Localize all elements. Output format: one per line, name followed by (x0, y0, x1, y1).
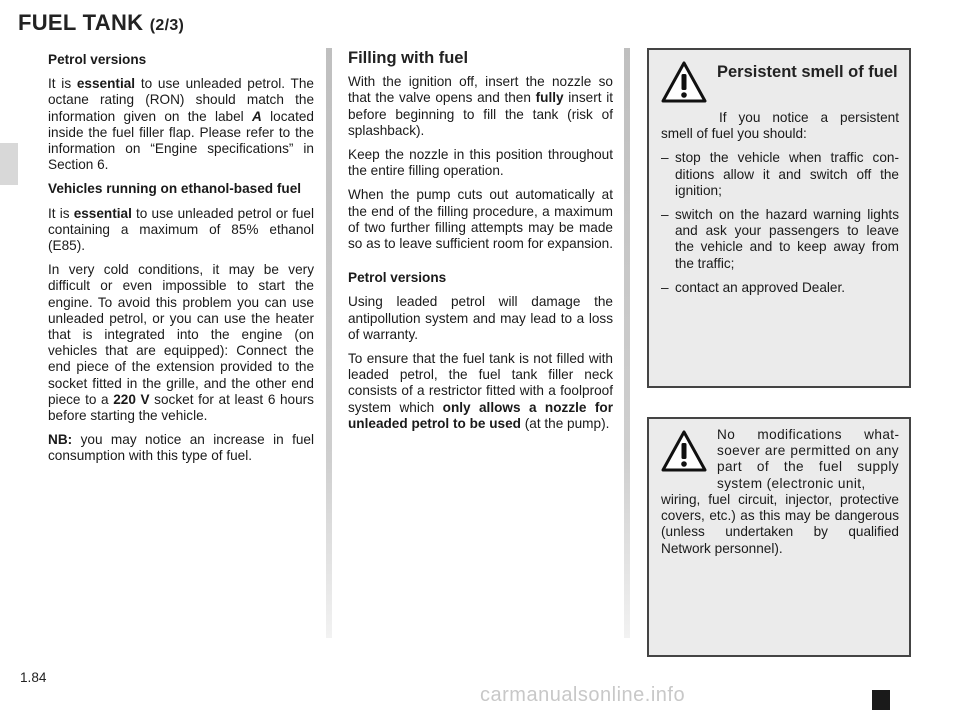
modifications-text-bottom: wiring, fuel circuit, injector, protective covers, etc.) as this may be dangerous (unless undertaken by qualified Network personnel). (661, 492, 899, 556)
warning-intro: If you notice a persistent smell of fuel you should: (661, 110, 899, 142)
page-title: FUEL TANK (2/3) (18, 10, 185, 35)
filling-paragraph-5: To ensure that the fuel tank is not filled with leaded petrol, the fuel tank filler neck consists of a restrictor fitted with a foolproof system which only allows a nozzle for unleaded petrol to be used (at the pump). (348, 351, 614, 431)
ethanol-paragraph-1: It is essential to use unleaded petrol or fuel containing a maximum of 85% ethanol (E85). (48, 205, 314, 254)
filling-heading: Filling with fuel (348, 49, 469, 67)
nb-note: NB: you may notice an increase in fuel consumption with this type of fuel. (48, 432, 314, 464)
warning-box-body (661, 110, 899, 304)
petrol-versions-heading: Petrol versions (348, 270, 447, 286)
warning-triangle-icon (661, 60, 707, 104)
column-divider (624, 48, 630, 638)
left-column (48, 52, 314, 473)
modifications-text-top: No modifications whatsoever are permitted on any part of the fuel supply system (electronic unit, (717, 427, 899, 491)
middle-column (348, 50, 613, 440)
watermark: carmanualsonline.info (480, 684, 686, 706)
warning-box-fuel-smell (647, 48, 911, 388)
filling-paragraph-2: Keep the nozzle in this position throughout the entire filling operation. (348, 147, 613, 179)
page-corner-marker (872, 690, 890, 710)
warning-box-modifications (647, 417, 911, 657)
page-number: 1.84 (20, 670, 47, 685)
column-divider (326, 48, 332, 638)
petrol-heading: Petrol versions (48, 52, 147, 67)
filling-paragraph-1: With the ignition off, insert the nozzle so that the valve opens and then fully insert it before beginning to fill the tank (risk of splashback). (348, 74, 613, 138)
warning-list-item: – switch on the hazard warning lights and ask your passengers to leave the vehicle and to keep away from the traffic; (661, 207, 899, 271)
ethanol-heading: Vehicles running on ethanol-based fuel (48, 181, 302, 197)
petrol-paragraph: It is essential to use unleaded petrol. The octane rating (RON) should match the information given on the label A located inside the fuel filler flap. Please refer to the information on “Engine specifications” in Section 6. (48, 76, 314, 173)
ethanol-paragraph-2: In very cold conditions, it may be very difficult or even impossible to start the engine. To avoid this problem you can use unleaded petrol, or you can use the heater that is integrated into the engine (on vehicles that are equipped): Connect the end piece of the extension provided to the socket fitted in the grille, and the other end piece to a 220 V socket for at least 6 hours before starting the vehicle. (48, 262, 314, 424)
warning-list-item: – contact an approved Dealer. (661, 279, 846, 295)
warning-list-item: – stop the vehicle when traffic conditions allow it and switch off the ignition; (661, 150, 899, 198)
page-title-suffix: (2/3) (149, 17, 185, 34)
filling-paragraph-3: When the pump cuts out automatically at the end of the filling procedure, a maximum of two further filling attempts may be made so as to leave sufficient room for expansion. (348, 187, 613, 252)
filling-paragraph-4: Using leaded petrol will damage the antipollution system and may lead to a loss of warranty. (348, 294, 613, 342)
warning-triangle-icon (661, 429, 707, 473)
section-tab-marker (0, 143, 18, 185)
warning-box-title: Persistent smell of fuel (717, 63, 898, 81)
